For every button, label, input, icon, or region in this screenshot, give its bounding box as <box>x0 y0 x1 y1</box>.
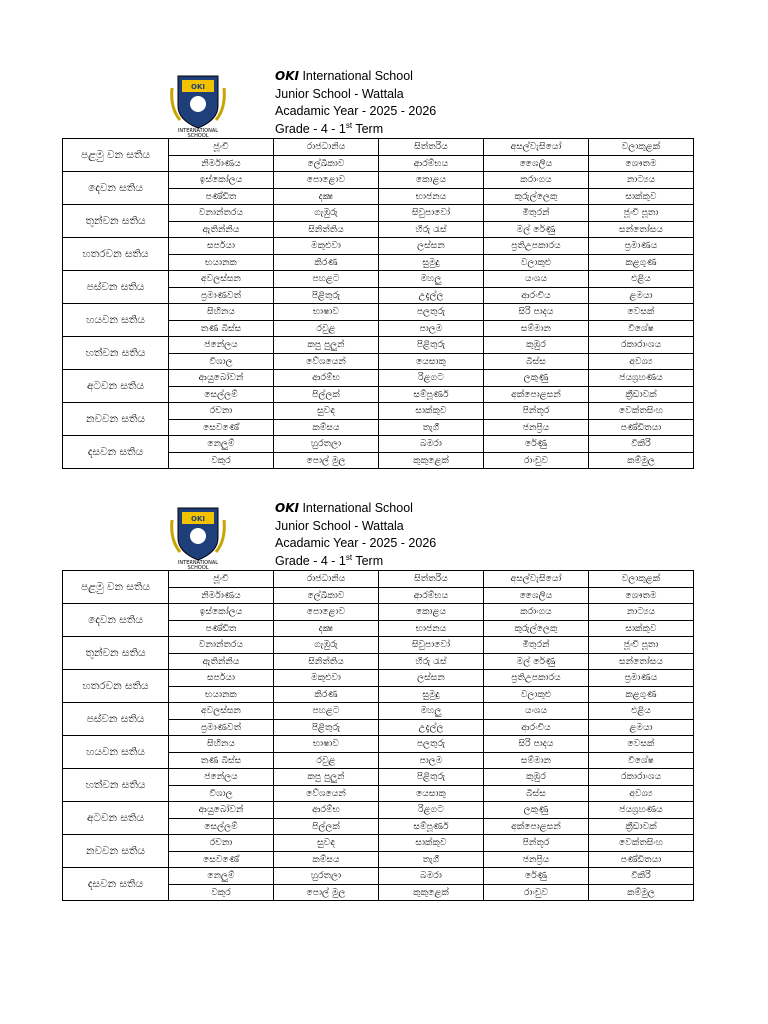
word-cell: ඇතින්නිය <box>169 653 274 670</box>
word-cell: නෙලුම් <box>169 868 274 885</box>
academic-year: Acadamic Year - 2025 - 2026 <box>275 536 437 550</box>
word-cell: වනාන්තරය <box>169 205 274 222</box>
word-cell: විශේෂ <box>589 320 694 337</box>
word-cell: සිනිත්තිය <box>274 221 379 238</box>
word-cell: මිතුරන් <box>484 637 589 654</box>
word-cell: පින්තූර <box>484 403 589 420</box>
word-cell: ආරම්භය <box>379 155 484 172</box>
word-cell: ජූංචි <box>169 571 274 588</box>
word-cell: ජූංචි <box>169 139 274 156</box>
word-cell: සුමුදු <box>379 254 484 271</box>
word-cell: ලකුණු <box>484 370 589 387</box>
word-cell: කම්සය <box>274 851 379 868</box>
word-cell: කරාංගය <box>484 604 589 621</box>
word-cell: වේශයෙන් <box>274 785 379 802</box>
word-cell: සෙවණේ <box>169 851 274 868</box>
table-row <box>63 703 694 720</box>
word-cell: සෙල්ලම් <box>169 818 274 835</box>
word-cell: නෙලුම් <box>169 436 274 453</box>
word-cell: ඉස්කෝලය <box>169 604 274 621</box>
word-cell: කුරුල්ලෙකු <box>484 188 589 205</box>
word-cell: සම්මාන <box>484 320 589 337</box>
word-cell: රචනා <box>169 835 274 852</box>
word-cell: පලතුරු <box>379 736 484 753</box>
word-cell: වෙසක් <box>589 736 694 753</box>
word-cell: ඇතින්නිය <box>169 221 274 238</box>
word-cell: විශේෂ <box>589 752 694 769</box>
week-label: දසවන සතිය <box>63 868 169 901</box>
word-cell: සාක්කුව <box>589 620 694 637</box>
table-row <box>63 337 694 354</box>
word-cell: පිල්ලක් <box>274 818 379 835</box>
table-row <box>63 205 694 222</box>
school-brand: OKI <box>275 501 299 515</box>
word-cell: ලස්සන <box>379 238 484 255</box>
word-cell: රකාරාංශය <box>589 769 694 786</box>
word-cell: පින්තූර <box>484 835 589 852</box>
word-cell: සම්පූර්ණ <box>379 386 484 403</box>
word-cell: රේණු <box>484 868 589 885</box>
word-cell: කරාංගය <box>484 172 589 189</box>
svg-text:INTERNATIONAL: INTERNATIONAL <box>177 128 219 134</box>
table-row <box>63 403 694 420</box>
school-logo-crest <box>168 68 228 138</box>
week-label: තුන්වන සතිය <box>63 205 169 238</box>
word-cell: අවශ්‍ය <box>589 785 694 802</box>
school-brand: OKI <box>275 69 299 83</box>
table-row <box>63 769 694 786</box>
word-cell: අවලස්සන <box>169 703 274 720</box>
word-cell: ලේඛිකාව <box>274 587 379 604</box>
week-label: තුන්වන සතිය <box>63 637 169 670</box>
word-cell: රිළගට <box>379 802 484 819</box>
word-cell: මහලු <box>379 271 484 288</box>
word-cell: ළමයා <box>589 287 694 304</box>
week-label: අටවන සතිය <box>63 370 169 403</box>
word-cell: වෙක්තසිංහ <box>589 835 694 852</box>
word-cell: විශාල <box>169 785 274 802</box>
word-cell: නිර්මාණය <box>169 155 274 172</box>
word-cell: වෙසක් <box>589 304 694 321</box>
word-cell: පණ්ඩිත <box>169 620 274 637</box>
school-header <box>275 500 575 570</box>
word-cell: මහලු <box>379 703 484 720</box>
word-cell: කම්සය <box>274 419 379 436</box>
week-label: හතරවන සතිය <box>63 670 169 703</box>
word-cell: ජනේලය <box>169 769 274 786</box>
word-cell: දක්‍ෂ <box>274 620 379 637</box>
school-name: International School <box>302 69 413 83</box>
word-cell: සිවුපාවෝ <box>379 637 484 654</box>
word-cell: රිළගට <box>379 370 484 387</box>
word-cell: ආරම්භ <box>274 370 379 387</box>
word-cell: ප්‍රතිඋපකාරය <box>484 238 589 255</box>
word-cell: ශෞතම <box>589 155 694 172</box>
svg-text:OKI: OKI <box>191 83 205 91</box>
word-cell: සුවඳ <box>274 835 379 852</box>
week-label: පළමු වන සතිය <box>63 571 169 604</box>
word-cell: ලකුණු <box>484 802 589 819</box>
school-name-line <box>275 500 575 518</box>
week-label: හතරවන සතිය <box>63 238 169 271</box>
word-cell: නාට්‍යය <box>589 172 694 189</box>
word-cell: පිළිතුරු <box>274 287 379 304</box>
word-cell: මිතුරන් <box>484 205 589 222</box>
word-cell: කම්මුල <box>589 452 694 469</box>
word-cell: එළිය <box>589 703 694 720</box>
word-cell: කුරුල්ලෙකු <box>484 620 589 637</box>
school-header <box>275 68 575 138</box>
word-cell: වේශයෙන් <box>274 353 379 370</box>
week-label: පස්වන සතිය <box>63 271 169 304</box>
word-cell: කපු පුලුන් <box>274 769 379 786</box>
grade-term: Grade - 4 - 1st Term <box>275 552 384 568</box>
word-cell: රාජධානිය <box>274 571 379 588</box>
word-cell: භාජනය <box>379 188 484 205</box>
week-label: පළමු වන සතිය <box>63 139 169 172</box>
word-cell: කළගුණ <box>589 686 694 703</box>
word-cell: ජූංචි පූතා <box>589 205 694 222</box>
table-row <box>63 436 694 453</box>
word-cell: පිළිතුරු <box>379 769 484 786</box>
word-cell: කුකුළෙක් <box>379 884 484 901</box>
week-label: හයවන සතිය <box>63 736 169 769</box>
word-cell: සිරි පාදය <box>484 736 589 753</box>
table-row <box>63 802 694 819</box>
word-cell: වලාකුළු <box>484 254 589 271</box>
word-cell: රේණු <box>484 436 589 453</box>
word-cell: ශෛලිය <box>484 587 589 604</box>
table-row <box>63 637 694 654</box>
word-cell: තණ බිස්ස <box>169 752 274 769</box>
word-cell: වනාන්තරය <box>169 637 274 654</box>
word-cell: යංශය <box>484 271 589 288</box>
word-cell: ආරංචිය <box>484 719 589 736</box>
svg-text:INTERNATIONAL: INTERNATIONAL <box>177 560 219 566</box>
word-cell: විකිරි <box>589 436 694 453</box>
word-cell: බමරා <box>379 436 484 453</box>
word-cell: සර්පයා <box>169 238 274 255</box>
week-label: දෙවන සතිය <box>63 172 169 205</box>
word-cell: සෙල්ලම් <box>169 386 274 403</box>
word-cell: යංශය <box>484 703 589 720</box>
word-cell: පණ්ඩිතයා <box>589 419 694 436</box>
word-cell: මල් රේණු <box>484 221 589 238</box>
word-cell: වෙක්තසිංහ <box>589 403 694 420</box>
word-cell: සාක්කුව <box>379 403 484 420</box>
word-cell: මකුළුවා <box>274 670 379 687</box>
word-cell: රාංචුව <box>484 452 589 469</box>
word-cell: සාක්කුව <box>589 188 694 205</box>
word-cell: සිවුපාවෝ <box>379 205 484 222</box>
svg-text:SCHOOL: SCHOOL <box>187 565 209 570</box>
word-cell: අසල්වැසියෝ <box>484 139 589 156</box>
word-cell: කම්මුල <box>589 884 694 901</box>
word-cell: විකිරි <box>589 868 694 885</box>
word-cell: උදැල්ල <box>379 719 484 736</box>
word-cell: කිරණ <box>274 254 379 271</box>
word-cell: ගැඹුරු <box>274 205 379 222</box>
table-row <box>63 172 694 189</box>
word-cell: ජූංචි පූතා <box>589 637 694 654</box>
word-cell: භාෂාව <box>274 304 379 321</box>
week-label: පස්වන සතිය <box>63 703 169 736</box>
word-cell: කපු පුලුන් <box>274 337 379 354</box>
school-logo-crest <box>168 500 228 570</box>
word-cell: කුඹුර <box>484 769 589 786</box>
table-row <box>63 238 694 255</box>
word-cell: ලේඛිකාව <box>274 155 379 172</box>
week-label: හත්වන සතිය <box>63 769 169 802</box>
word-cell: පොල් මුල <box>274 452 379 469</box>
school-branch: Junior School - Wattala <box>275 86 404 101</box>
week-label: දසවන සතිය <box>63 436 169 469</box>
word-cell: වලාකුළක් <box>589 571 694 588</box>
school-name: International School <box>302 501 413 515</box>
week-label: අටවන සතිය <box>63 802 169 835</box>
word-cell: පිල්ලක් <box>274 386 379 403</box>
spelling-table-1 <box>62 138 694 469</box>
week-label: නවවන සතිය <box>63 835 169 868</box>
week-label: දෙවන සතිය <box>63 604 169 637</box>
word-cell: අවලස්සන <box>169 271 274 288</box>
word-cell: කිරණ <box>274 686 379 703</box>
word-cell: ලස්සන <box>379 670 484 687</box>
word-cell: සර්පයා <box>169 670 274 687</box>
svg-text:SCHOOL: SCHOOL <box>187 133 209 138</box>
word-cell: තැගී <box>379 851 484 868</box>
word-cell: පොළොව <box>274 172 379 189</box>
word-cell: සිරි පාදය <box>484 304 589 321</box>
word-cell: පිළිතුරු <box>379 337 484 354</box>
table-row <box>63 370 694 387</box>
word-cell: පලතුරු <box>379 304 484 321</box>
svg-text:OKI: OKI <box>191 515 205 523</box>
word-cell: ප්‍රමාණය <box>589 238 694 255</box>
school-branch: Junior School - Wattala <box>275 518 404 533</box>
week-label: හයවන සතිය <box>63 304 169 337</box>
word-cell: පාලම <box>379 752 484 769</box>
grade-term: Grade - 4 - 1st Term <box>275 120 384 136</box>
spelling-table-2 <box>62 570 694 901</box>
word-cell: අසල්වැසියෝ <box>484 571 589 588</box>
word-cell: කුකුළෙක් <box>379 452 484 469</box>
word-cell: සුමුදු <box>379 686 484 703</box>
academic-year: Acadamic Year - 2025 - 2026 <box>275 104 437 118</box>
table-row <box>63 271 694 288</box>
word-cell: භාෂාව <box>274 736 379 753</box>
word-cell: හුරතලා <box>274 436 379 453</box>
word-cell: තණ බිස්ස <box>169 320 274 337</box>
word-cell: ප්‍රමාණවත් <box>169 719 274 736</box>
word-cell: රවුළ <box>274 320 379 337</box>
word-cell: බමරා <box>379 868 484 885</box>
word-cell: ක්‍රීඩාවක් <box>589 818 694 835</box>
word-cell: පහළට <box>274 271 379 288</box>
table-row <box>63 304 694 321</box>
word-cell: ප්‍රතිඋපකාරය <box>484 670 589 687</box>
word-cell: ශෛලිය <box>484 155 589 172</box>
word-cell: සම්පූර්ණ <box>379 818 484 835</box>
word-cell: ජනප්‍රිය <box>484 419 589 436</box>
word-cell: පහළට <box>274 703 379 720</box>
word-cell: නාට්‍යය <box>589 604 694 621</box>
word-cell: රචනා <box>169 403 274 420</box>
word-cell: විශාල <box>169 353 274 370</box>
word-cell: සිනිත්තිය <box>274 653 379 670</box>
word-cell: ප්‍රමාණවත් <box>169 287 274 304</box>
table-row <box>63 571 694 588</box>
word-cell: සිහිනය <box>169 304 274 321</box>
word-cell: වලාකුළක් <box>589 139 694 156</box>
word-cell: සම්මාන <box>484 752 589 769</box>
word-cell: හුරතලා <box>274 868 379 885</box>
word-cell: ශෞතම <box>589 587 694 604</box>
word-cell: එළිය <box>589 271 694 288</box>
table-row <box>63 139 694 156</box>
word-cell: භයානක <box>169 254 274 271</box>
word-cell: හිරු රැස් <box>379 653 484 670</box>
word-cell: රවුළ <box>274 752 379 769</box>
word-cell: මල් රේණු <box>484 653 589 670</box>
word-cell: ආරම්භය <box>379 587 484 604</box>
word-cell: පණ්ඩිත <box>169 188 274 205</box>
word-cell: ආරම්භ <box>274 802 379 819</box>
word-cell: තැගී <box>379 419 484 436</box>
word-cell: රකාරාංශය <box>589 337 694 354</box>
week-label: නවවන සතිය <box>63 403 169 436</box>
word-cell: කුඹුර <box>484 337 589 354</box>
table-row <box>63 604 694 621</box>
word-cell: ජයග්‍රහණය <box>589 802 694 819</box>
word-cell: සිත්තරිය <box>379 571 484 588</box>
school-name-line <box>275 68 575 86</box>
word-cell: පාලම <box>379 320 484 337</box>
word-cell: කළගුණ <box>589 254 694 271</box>
word-cell: යෙසාකු <box>379 785 484 802</box>
word-cell: ළමයා <box>589 719 694 736</box>
table-row <box>63 835 694 852</box>
word-cell: ජයග්‍රහණය <box>589 370 694 387</box>
week-label: හත්වන සතිය <box>63 337 169 370</box>
table-row <box>63 736 694 753</box>
word-cell: ක්‍රීඩාවක් <box>589 386 694 403</box>
word-cell: ආයුබෝවන් <box>169 370 274 387</box>
word-cell: රාජධානිය <box>274 139 379 156</box>
word-cell: සිහිනය <box>169 736 274 753</box>
word-cell: උදැල්ල <box>379 287 484 304</box>
word-cell: රාංචුව <box>484 884 589 901</box>
word-cell: සෙවණේ <box>169 419 274 436</box>
word-cell: ආරංචිය <box>484 287 589 304</box>
word-cell: ඉස්කෝලය <box>169 172 274 189</box>
word-cell: සාක්කුව <box>379 835 484 852</box>
word-cell: ප්‍රමාණය <box>589 670 694 687</box>
word-cell: සුවඳ <box>274 403 379 420</box>
word-cell: මකුළුවා <box>274 238 379 255</box>
word-cell: දක්‍ෂ <box>274 188 379 205</box>
word-cell: යෙසාකු <box>379 353 484 370</box>
word-cell: වකුර <box>169 452 274 469</box>
word-cell: ගැඹුරු <box>274 637 379 654</box>
word-cell: ජනේලය <box>169 337 274 354</box>
word-cell: බිස්ස <box>484 785 589 802</box>
word-cell: අක්පොළසන් <box>484 386 589 403</box>
word-cell: බිස්ස <box>484 353 589 370</box>
table-row <box>63 670 694 687</box>
word-cell: කොළය <box>379 172 484 189</box>
word-cell: ජනප්‍රිය <box>484 851 589 868</box>
word-cell: භයානක <box>169 686 274 703</box>
word-cell: ආයුබෝවන් <box>169 802 274 819</box>
word-cell: වකුර <box>169 884 274 901</box>
word-cell: සන්තෝසය <box>589 653 694 670</box>
word-cell: සන්තෝසය <box>589 221 694 238</box>
word-cell: කොළය <box>379 604 484 621</box>
word-cell: පිළිතුරු <box>274 719 379 736</box>
table-row <box>63 868 694 885</box>
word-cell: නිර්මාණය <box>169 587 274 604</box>
word-cell: හිරු රැස් <box>379 221 484 238</box>
word-cell: අවශ්‍ය <box>589 353 694 370</box>
word-cell: සිත්තරිය <box>379 139 484 156</box>
word-cell: පොළොව <box>274 604 379 621</box>
word-cell: භාජනය <box>379 620 484 637</box>
word-cell: වලාකුළු <box>484 686 589 703</box>
word-cell: පොල් මුල <box>274 884 379 901</box>
word-cell: අක්පොළසන් <box>484 818 589 835</box>
word-cell: පණ්ඩිතයා <box>589 851 694 868</box>
